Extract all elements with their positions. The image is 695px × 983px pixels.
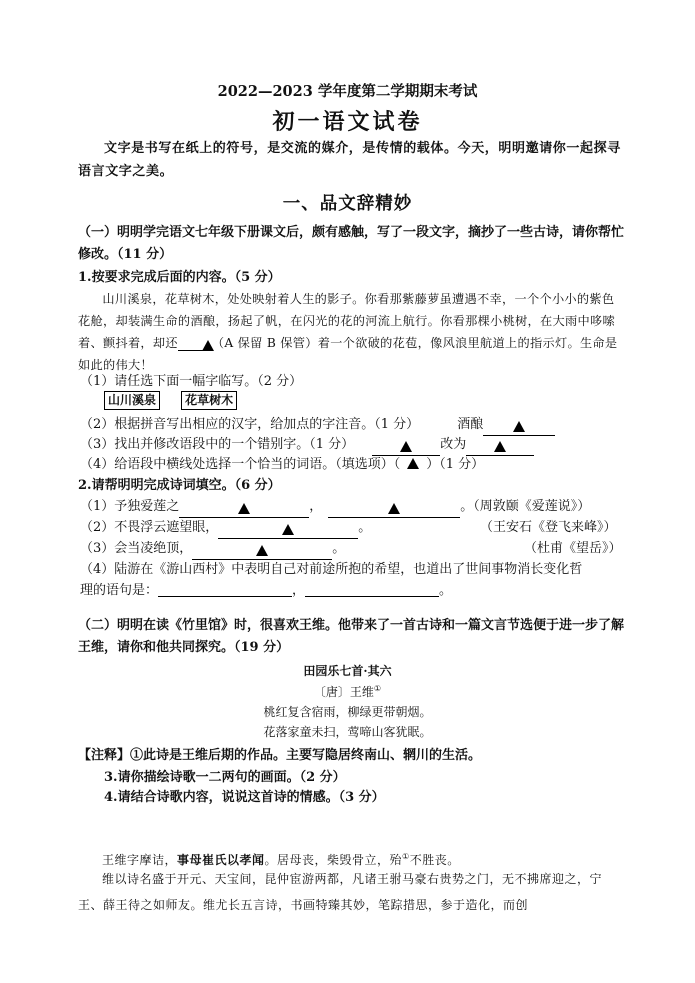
classical-text-para-2: 维以诗名盛于开元、天宝间，昆仲宦游两都，凡诸王驸马豪右贵势之门，无不拂席迎之，宁王、薛王待之如师友。维尤长五言诗，书画特臻其妙，笔踪措思，参于造化，而创: [78, 872, 603, 912]
part1-prompt: （一）明明学完语文七年级下册课文后，颇有感触，写了一段文字，摘抄了一些古诗，请你帮忙修改。（11 分）: [78, 225, 625, 262]
triangle-icon: [494, 441, 506, 452]
note-text: ①此诗是王维后期的作品。主要写隐居终南山、辋川的生活。: [130, 748, 482, 763]
passage-part-a: 山川溪泉，花草树木，处处映射着人生的影子。你看那紫藤萝虽遭遇不幸，一个个小小的紫色花舱，却装满生命的酒酿，扬起了帆，在闪光的花的河流上航行。你看那棵小桃树，在大雨中哆嗦着、颤抖着，却还: [78, 292, 615, 350]
exam-title: 2022—2023 学年度第二学期期末考试: [217, 83, 478, 100]
triangle-icon: [256, 545, 268, 556]
calligraphy-sample-1: 山川溪泉: [104, 391, 160, 410]
question-1-title: 1.按要求完成后面的内容。（5 分）: [78, 270, 281, 285]
question-1-2-text: （2）根据拼音写出相应的汉字，给加点的字注音。（1 分）: [80, 417, 420, 432]
word-jiuniang: 酒酿: [457, 417, 484, 432]
poem-title: 田园乐七首·其六: [303, 664, 392, 678]
poem-author-text: 〔唐〕王维: [313, 685, 374, 699]
triangle-icon: [388, 503, 400, 514]
calligraphy-samples: [104, 389, 237, 410]
answer-blank[interactable]: [305, 581, 439, 597]
reading-passage: [78, 288, 623, 376]
footnote-marker: ①: [402, 852, 410, 861]
triangle-icon: [407, 458, 419, 469]
question-2-2-text: （2）不畏浮云遮望眼，: [80, 520, 219, 535]
question-2-2-end: 。: [358, 520, 372, 535]
triangle-icon: [400, 441, 412, 452]
question-1-4-end: ）（1 分）: [426, 457, 485, 472]
section-title: 一、品文辞精妙: [282, 194, 413, 214]
question-3: 3.请你描绘诗歌一二两句的画面。（2 分）: [104, 770, 346, 785]
question-2-1: [80, 495, 590, 518]
question-2-3-source: （杜甫《望岳》）: [524, 541, 622, 556]
question-4: 4.请结合诗歌内容，说说这首诗的情感。（3 分）: [104, 790, 385, 805]
paper-title: 初一语文试卷: [272, 109, 423, 135]
note-label: 【注释】: [78, 748, 131, 763]
question-2-3-text: （3）会当凌绝顶，: [80, 541, 193, 556]
answer-blank[interactable]: [158, 581, 292, 597]
separator: ，: [309, 499, 323, 514]
classical-text-1e: 不胜丧。: [409, 853, 460, 867]
classical-text-1b: 事母崔氏以孝闻: [177, 853, 265, 867]
question-1-3-text: （3）找出并修改语段中的一个错别字。（1 分）: [80, 437, 355, 452]
separator: ，: [292, 583, 306, 598]
question-2-2-source: （王安石《登飞来峰》）: [480, 520, 617, 535]
part2-prompt: （二）明明在读《竹里馆》时，很喜欢王维。他带来了一首古诗和一篇文言节选便于进一步了解王维，请你和他共同探究。（19 分）: [78, 618, 625, 655]
answer-blank[interactable]: [178, 335, 212, 351]
footnote-marker: ①: [373, 684, 382, 693]
question-1-4-text: （4）给语段中横线处选择一个恰当的词语。（填选项）（: [80, 457, 401, 472]
triangle-icon: [238, 503, 250, 514]
answer-slot[interactable]: [400, 457, 426, 472]
intro-text: 文字是书写在纸上的符号，是交流的媒介，是传情的载体。今天，明明邀请你一起探寻语言文字之美。: [78, 141, 621, 179]
question-2-4-line2: [80, 579, 452, 598]
poem-author: [0, 683, 695, 700]
calligraphy-sample-2: 花草树木: [181, 391, 237, 410]
question-2-4-text: 理的语句是：: [80, 583, 159, 598]
poem-line-2: 花落家童未扫，莺啼山客犹眠。: [263, 725, 432, 739]
triangle-icon: [513, 421, 525, 432]
question-2-title: 2.请帮明明完成诗词填空。（6 分）: [78, 478, 281, 493]
classical-text-1c: 。居母丧，柴毁骨立，殆: [264, 853, 403, 867]
poem-line-1: 桃红复含宿雨，柳绿更带朝烟。: [263, 705, 432, 719]
question-2-1-end: 。（周敦颐《爱莲说》）: [460, 499, 591, 514]
question-2-4-line1: （4）陆游在《游山西村》中表明自己对前途所抱的希望，也道出了世间事物消长变化哲: [80, 562, 583, 577]
question-2-2: [80, 516, 371, 539]
question-1-1: （1）请任选下面一幅字临写。（2 分）: [80, 374, 303, 389]
question-2-4-end: 。: [439, 583, 453, 598]
triangle-icon: [282, 524, 294, 535]
poem-note: [78, 744, 481, 763]
classical-text-1a: 王维字摩诘，: [102, 853, 178, 867]
question-1-3-mid: 改为: [440, 437, 467, 452]
question-1-4: [80, 453, 484, 472]
question-2-3-end: 。: [332, 541, 346, 556]
question-2-3: [80, 537, 345, 560]
passage-part-b: （A 保留 B 保管）着一个欲破的花苞，像风浪里航道上的指示灯。生命是如此的伟大！: [78, 336, 618, 372]
question-2-1-text: （1）予独爱莲之: [80, 499, 180, 514]
